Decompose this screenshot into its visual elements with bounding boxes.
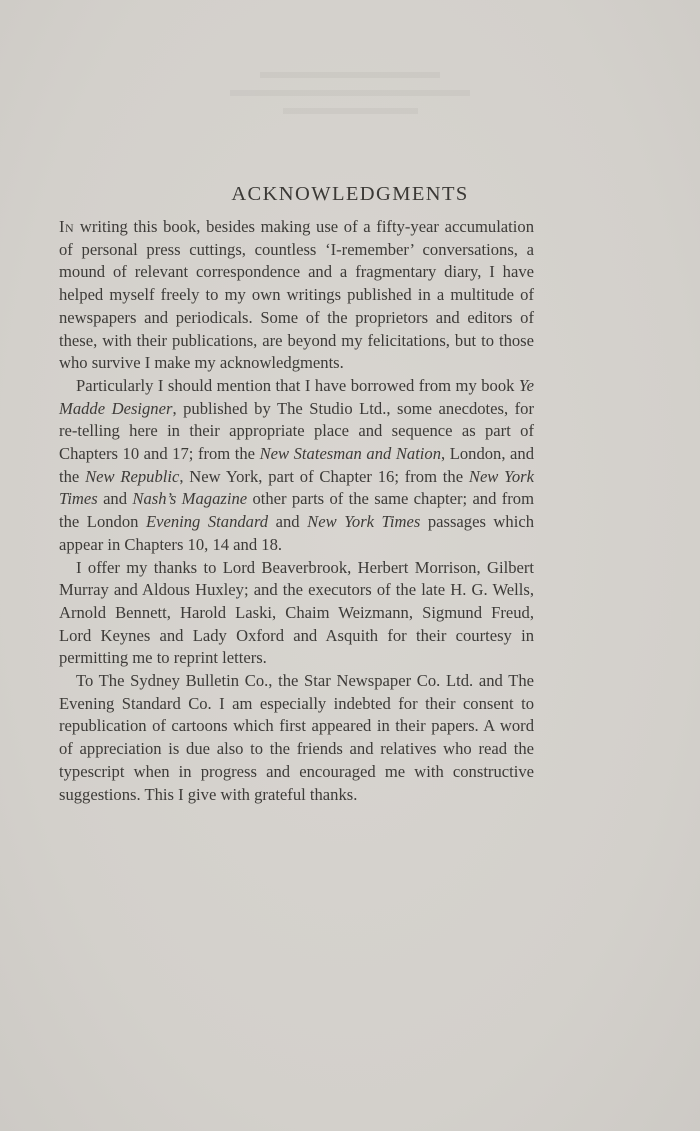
- body-text: [59, 216, 534, 806]
- paragraph-1-text: writing this book, besides making use of a fifty-year accumulation of personal press cuttings, countless ‘I-remember’ conversations, a mound of relevant correspondence and a fragmentary diary, I have helped myself freely to my own writings published in a multitude of newspapers and periodicals. Some of the proprietors and editors of these, with their publications, are beyond my felicitations, but to those who survive I make my acknowledgments.: [59, 217, 534, 373]
- p2-text-1: Particularly I should mention that I have borrowed from my book: [76, 375, 519, 395]
- p2-text-8: passages which appear in Chapters 10, 14 and 18.: [59, 512, 534, 554]
- publication-new-york-times-2: New York Times: [307, 512, 421, 532]
- drop-cap: In: [59, 217, 75, 236]
- paragraph-4: To The Sydney Bulletin Co., the Star Newspaper Co. Ltd. and The Evening Standard Co. I am especially indebted for their consent to republication of cartoons which first appeared in their papers. A word of appreciation is due also to the friends and relatives who read the typescript when in progress and encouraged me with constructive suggestions. This I give with grateful thanks.: [59, 671, 534, 804]
- p2-text-4: , New York, part of Chapter 16; from the: [179, 466, 469, 486]
- publication-new-republic: New Republic: [85, 466, 180, 486]
- publication-new-york-times: New York Times: [59, 466, 534, 509]
- paragraph-3: I offer my thanks to Lord Beaverbrook, Herbert Morrison, Gilbert Murray and Aldous Huxley; and the executors of the late H. G. Wells, Arnold Bennett, Harold Laski, Chaim Weizmann, Sigmund Freud, Lord Keynes and Lady Oxford and Asquith for their courtesy in permitting me to reprint letters.: [59, 557, 534, 668]
- p2-text-5: and: [97, 489, 133, 509]
- book-title-ye-madde-designer: Ye Madde Designer: [59, 375, 534, 418]
- publication-new-statesman: New Statesman and Nation: [259, 444, 442, 464]
- p2-text-6: other parts of the same chapter; and from the London: [59, 489, 534, 532]
- p2-text-7: and: [268, 512, 308, 532]
- p2-text-3: , London, and the: [59, 444, 534, 486]
- publication-evening-standard: Evening Standard: [145, 512, 269, 532]
- show-through-text: [200, 60, 500, 150]
- publication-nashs-magazine: Nash’s Magazine: [132, 489, 248, 509]
- p2-text-2: , published by The Studio Ltd., some anecdotes, for re-telling here in their appropriate place and sequence as part of Chapters 10 and 17; from the: [59, 398, 534, 464]
- page-heading: ACKNOWLEDGMENTS: [231, 183, 469, 205]
- paragraph-1: [59, 216, 534, 375]
- paragraph-2: [59, 375, 534, 557]
